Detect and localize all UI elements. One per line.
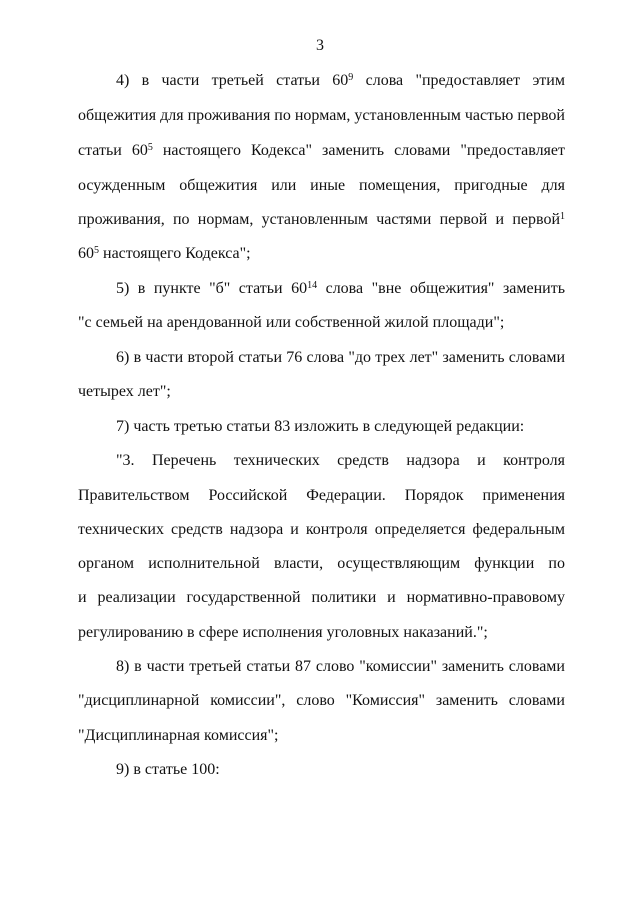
item-4-line-4: осужденным общежития или иные помещения, пригодные для xyxy=(78,177,565,194)
superscript: 9 xyxy=(348,71,354,83)
item-8-line-3: "Дисциплинарная комиссия"; xyxy=(78,727,279,744)
item-9-line-1: 9) в статье 100: xyxy=(116,761,220,778)
item-8-line-1: 8) в части третьей статьи 87 слово "комиссии" заменить словами xyxy=(116,658,565,675)
quote-line-1: "3. Перечень технических средств надзора и контроля xyxy=(116,452,565,469)
item-5-line-1: 5) в пункте "б" статьи $60^{14}$ слова "вне общежития" заменить xyxy=(116,279,565,297)
superscript: 1 xyxy=(560,210,565,222)
item-4-line-6: $60^5$ настоящего Кодекса"; xyxy=(78,244,251,262)
item-8-line-2: "дисциплинарной комиссии", слово "Комиссия" заменить словами xyxy=(78,692,565,709)
superscript: 5 xyxy=(147,141,153,153)
item-4-line-2: общежития для проживания по нормам, установленным частью первой xyxy=(78,107,565,124)
superscript: 5 xyxy=(94,244,99,256)
page-number: 3 xyxy=(316,37,324,54)
item-6-line-1: 6) в части второй статьи 76 слова "до трех лет" заменить словами xyxy=(116,349,565,366)
quote-line-4: органом исполнительной власти, осуществляющим функции по xyxy=(78,555,565,572)
quote-line-6: регулированию в сфере исполнения уголовных наказаний."; xyxy=(78,624,488,641)
item-6-line-2: четырех лет"; xyxy=(78,383,171,400)
item-4-line-1: 4) в части третьей статьи $60^9$ слова "предоставляет этим xyxy=(116,71,565,89)
item-4-line-5: проживания, по нормам, установленным частями первой и первой$^1$ xyxy=(78,210,565,228)
quote-line-3: технических средств надзора и контроля определяется федеральным xyxy=(78,521,565,538)
item-4-line-3: статьи $60^5$ настоящего Кодекса" заменить словами "предоставляет xyxy=(78,141,565,159)
item-5-line-2: "с семьей на арендованной или собственной жилой площади"; xyxy=(78,314,505,331)
superscript: 14 xyxy=(307,279,318,291)
item-7-line-1: 7) часть третью статьи 83 изложить в следующей редакции: xyxy=(116,418,525,435)
quote-line-2: Правительством Российской Федерации. Порядок применения xyxy=(78,487,565,504)
quote-line-5: и реализации государственной политики и нормативно-правовому xyxy=(78,589,565,606)
